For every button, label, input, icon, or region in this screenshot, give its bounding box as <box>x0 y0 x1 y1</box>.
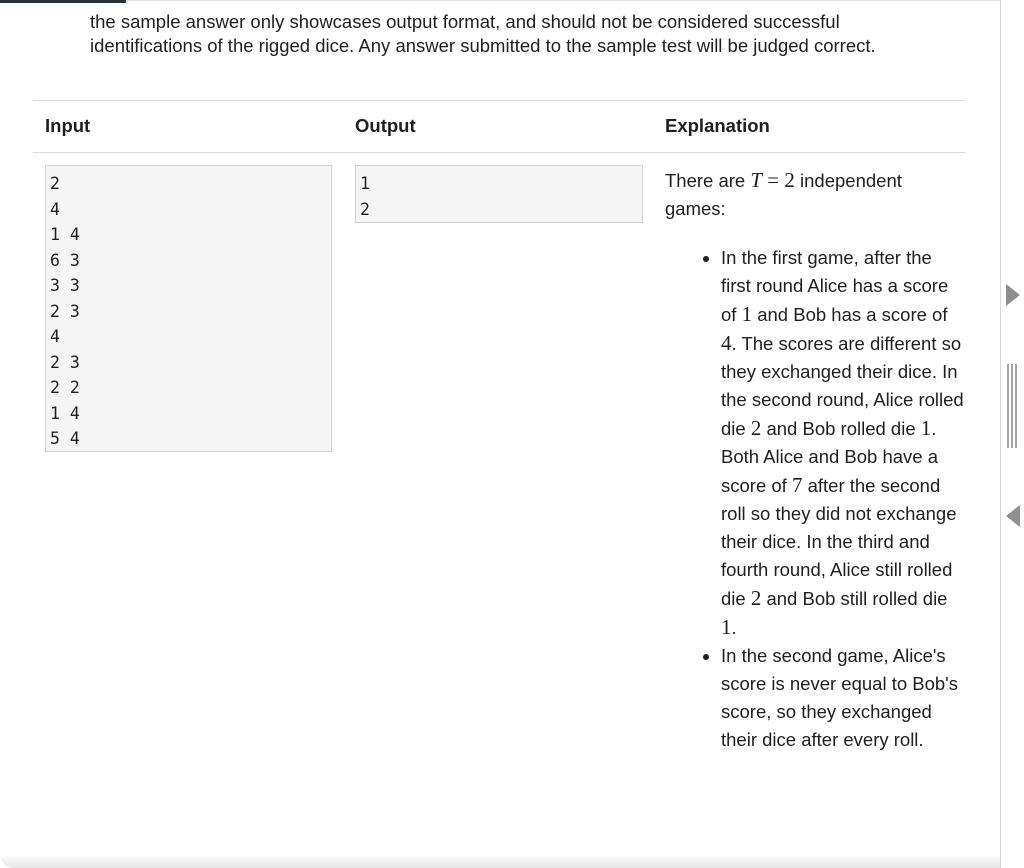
output-column-header: Output <box>355 115 416 136</box>
input-line: 2 3 <box>50 352 80 372</box>
resize-grip-icon[interactable] <box>1007 364 1018 448</box>
input-line: 2 3 <box>50 301 80 321</box>
input-line: 6 3 <box>50 250 80 270</box>
explanation-bullet-first-game: • In the first game, after the first round Alice has a score of 1 and Bob has a score of 4. The scores are different so they exchanged their dice. In the second round, Alice rolled die 2 and Bob rolled die 1. Both Alice and Bob have a score of 7 after the second roll so they did not exchange their dice. In the third and fourth round, Alice still rolled die 2 and Bob still rolled die 1. <box>721 244 965 642</box>
math-equals-two: = 2 <box>762 168 795 192</box>
explanation-list <box>665 244 965 754</box>
explanation-bullet-second-game: • In the second game, Alice's score is never equal to Bob's score, so they exchanged their dice after every roll. <box>721 642 965 754</box>
table-header-rule <box>33 152 965 153</box>
sample-input-box[interactable] <box>45 165 332 452</box>
table-top-rule <box>33 100 965 101</box>
explanation-column-header: Explanation <box>665 115 770 136</box>
explanation-intro: There are T = 2 independent games: <box>665 168 902 219</box>
input-line: 1 4 <box>50 225 80 244</box>
math-variable-t: T <box>750 168 763 192</box>
output-line: 1 <box>360 174 370 193</box>
input-line: 2 2 <box>50 378 80 397</box>
output-line: 2 <box>360 199 370 219</box>
input-line: 4 <box>50 199 60 219</box>
input-line: 2 <box>50 174 60 193</box>
input-column-header: Input <box>45 115 91 136</box>
grip-bar <box>1015 364 1017 448</box>
triangle-right-icon[interactable] <box>1006 284 1020 306</box>
explanation-cell <box>665 166 965 754</box>
side-panel-toggle-strip <box>1000 0 1024 868</box>
input-line: 3 3 <box>50 276 80 295</box>
input-line: 5 4 <box>50 429 80 448</box>
triangle-left-icon[interactable] <box>1006 505 1020 527</box>
grip-bar <box>1011 364 1013 448</box>
input-line: 4 <box>50 327 60 346</box>
sample-note-paragraph <box>90 10 950 58</box>
grip-bar <box>1007 364 1009 448</box>
sample-note-line-2: identifications of the rigged dice. Any answer submitted to the sample test will be judged correct. <box>90 35 876 56</box>
bottom-shadow <box>0 854 1000 868</box>
sample-output-box[interactable] <box>355 165 643 223</box>
sample-note-line-1: the sample answer only showcases output format, and should not be considered successful <box>90 11 840 32</box>
input-line: 1 4 <box>50 403 80 423</box>
